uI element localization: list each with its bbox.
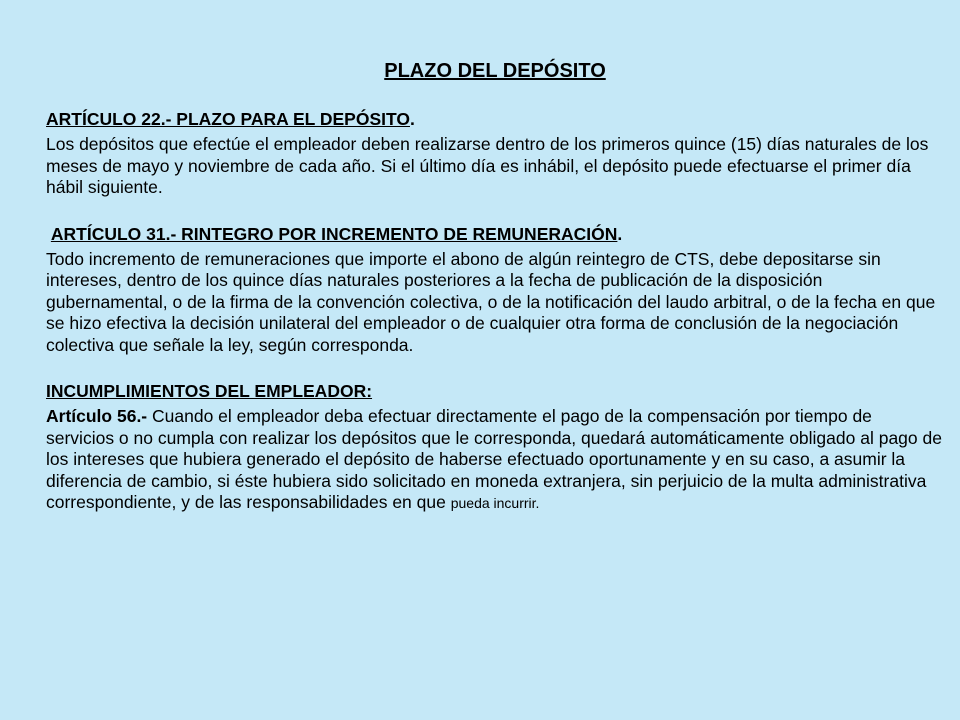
breaches-heading-text: INCUMPLIMIENTOS DEL EMPLEADOR: bbox=[46, 381, 373, 401]
article-31-heading-period: . bbox=[617, 223, 623, 244]
breaches-heading bbox=[46, 380, 944, 402]
article-31-heading bbox=[46, 223, 944, 245]
article-22-heading bbox=[46, 108, 944, 130]
article-31-body: Todo incremento de remuneraciones que importe el abono de algún reintegro de CTS, debe depositarse sin intereses, dentro de los quince días naturales posteriores a la fecha de publicación de la disposición gubernamental, o de la firma de la convención colectiva, o de la notificación del laudo arbitral, o de la fecha en que se hizo efectiva la decisión unilateral del empleador o de cualquier otra forma de conclusión de la negociación colectiva que señale la ley, según corresponda. bbox=[46, 248, 936, 355]
article-56-text: Cuando el empleador deba efectuar directamente el pago de la compensación por tiempo de servicios o no cumpla con realizar los depósitos que le corresponda, quedará automáticamente obligado al pago de los intereses que hubiera generado el depósito de haberse efectuado oportunamente y en su caso, a asumir la diferencia de cambio, si éste hubiera sido solicitado en moneda extranjera, sin perjuicio de la multa administrativa correspondiente, y de las responsabilidades en que bbox=[46, 406, 942, 512]
spacer bbox=[46, 199, 944, 223]
article-22-heading-period: . bbox=[409, 109, 415, 129]
article-56-text-end: pueda incurrir. bbox=[450, 495, 540, 511]
article-56-label: Artículo 56.- bbox=[46, 406, 148, 426]
spacer bbox=[46, 356, 944, 380]
slide-content bbox=[46, 58, 944, 515]
article-31-heading-text: ARTÍCULO 31.- RINTEGRO POR INCREMENTO DE REMUNERACIÓN bbox=[50, 223, 618, 244]
article-22-heading-text: ARTÍCULO 22.- PLAZO PARA EL DEPÓSITO bbox=[46, 109, 410, 129]
article-56-body bbox=[46, 406, 944, 515]
page-title: PLAZO DEL DEPÓSITO bbox=[384, 60, 606, 82]
article-22-body: Los depósitos que efectúe el empleador deben realizarse dentro de los primeros quince (15) días naturales de los meses de mayo y noviembre de cada año. Si el último día es inhábil, el depósito puede efectuarse el primer día hábil siguiente. bbox=[46, 134, 929, 197]
